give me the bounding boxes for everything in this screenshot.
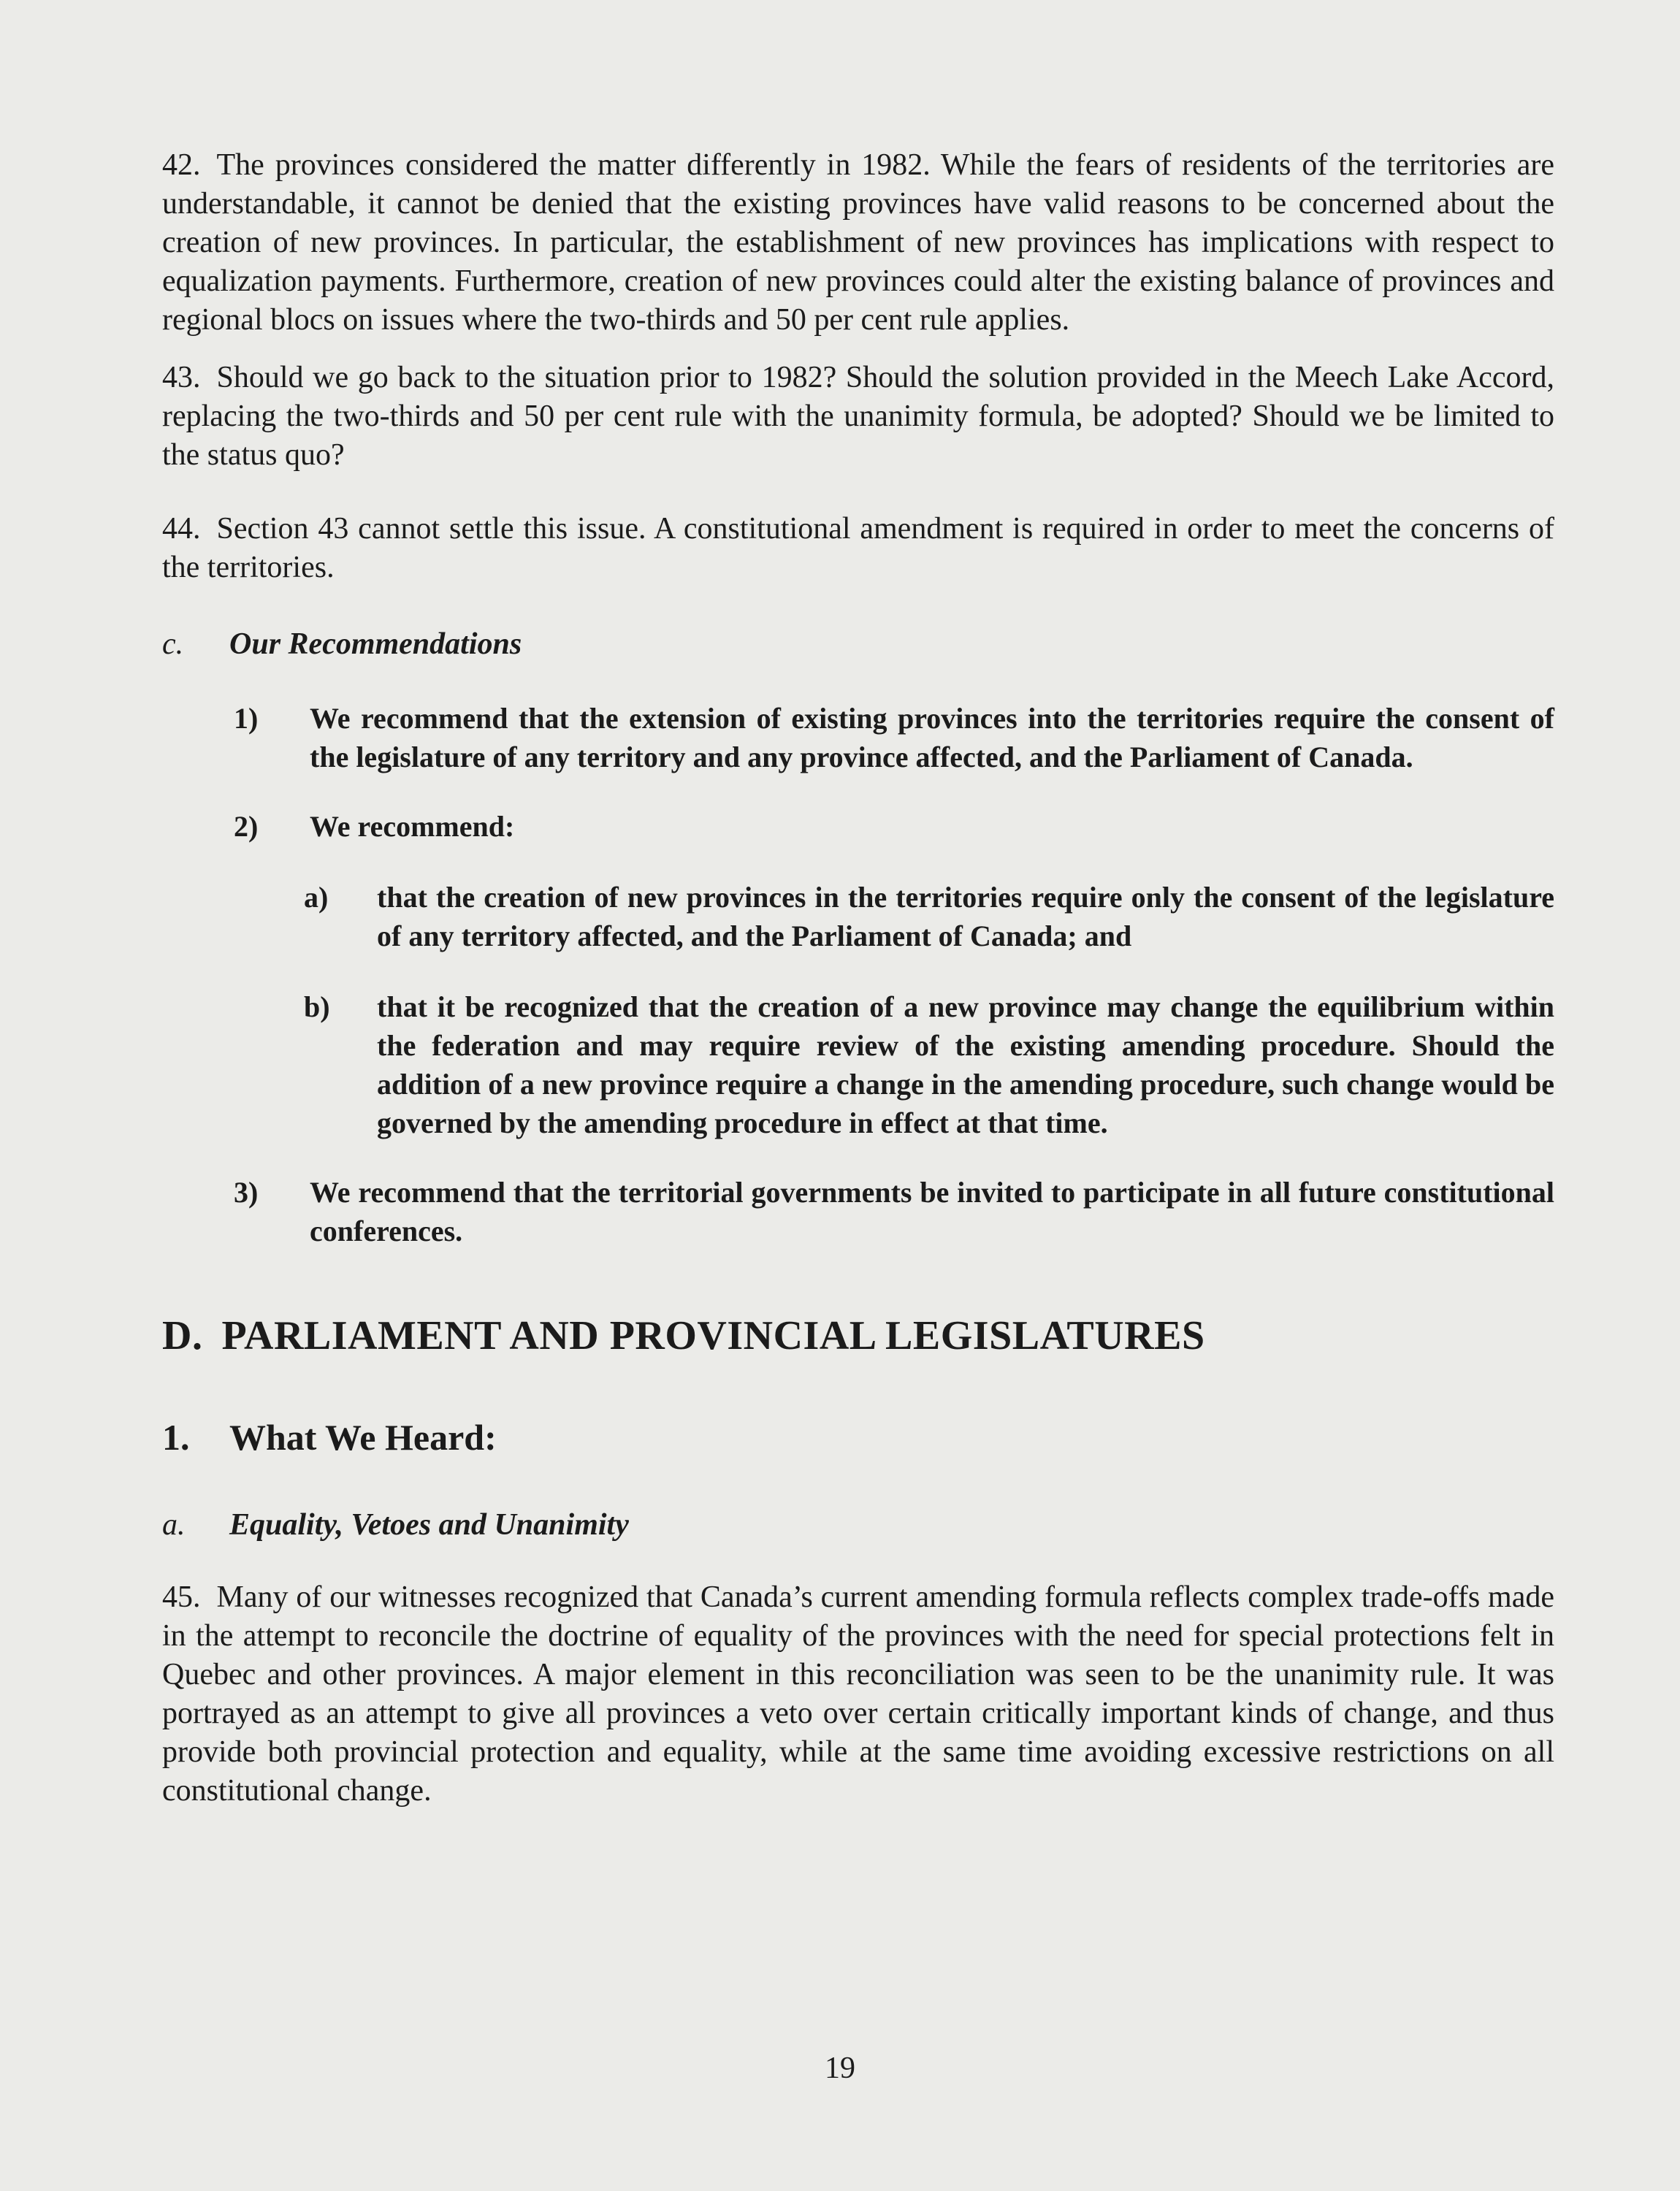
heading-title: Our Recommendations — [229, 627, 522, 661]
paragraph-text: Many of our witnesses recognized that Canada’s current amending formula reflects complex trade-offs made in the attempt to reconcile the doctrine of equality of the provinces with the need for special protections felt in Quebec and other provinces. A major element in this reconciliation was seen to be the unanimity rule. It was portrayed as an attempt to give all provinces a veto over certain critically important kinds of change, and thus provide both provincial protection and equality, while at the same time avoiding excessive restrictions on all constitutional change. — [162, 1580, 1554, 1808]
recommendation-number: 2) — [234, 810, 259, 843]
heading-letter: a. — [162, 1508, 186, 1542]
section-letter: D. — [162, 1313, 203, 1358]
recommendation-text: that it be recognized that the creation of a new province may change the equilibrium within the federation and may require review of the existing amending procedure. Should the addition of a new province require a change in the amending procedure, such change would be governed by the amending procedure in effect at that time. — [377, 990, 1554, 1139]
paragraph-number: 43. — [162, 361, 201, 394]
paragraph-number: 44. — [162, 512, 201, 546]
recommendation-text: We recommend that the extension of existing provinces into the territories require the consent of the legislature of any territory and any province affected, and the Parliament of Canada. — [310, 702, 1554, 773]
section-title: PARLIAMENT AND PROVINCIAL LEGISLATURES — [221, 1313, 1205, 1358]
paragraph-44 — [162, 510, 1554, 587]
paragraph-text: Section 43 cannot settle this issue. A constitutional amendment is required in order to meet the concerns of the territories. — [162, 512, 1554, 584]
recommendation-2a — [304, 878, 1554, 955]
recommendation-text: We recommend that the territorial governments be invited to participate in all future constitutional conferences. — [310, 1176, 1554, 1247]
paragraph-number: 42. — [162, 148, 201, 182]
page-content — [162, 146, 1554, 1810]
paragraph-42 — [162, 146, 1554, 340]
heading-number: 1. — [162, 1417, 190, 1458]
recommendations-heading — [162, 625, 1554, 664]
recommendation-2b — [304, 987, 1554, 1142]
paragraph-43 — [162, 359, 1554, 475]
heading-title: Equality, Vetoes and Unanimity — [229, 1508, 629, 1542]
paragraph-45 — [162, 1578, 1554, 1810]
section-d-heading — [162, 1310, 1554, 1361]
recommendation-2 — [234, 807, 1554, 846]
recommendation-1 — [234, 699, 1554, 776]
recommendation-text: We recommend: — [310, 810, 515, 843]
recommendation-text: that the creation of new provinces in the territories require only the consent of the legislature of any territory affected, and the Parliament of Canada; and — [377, 881, 1554, 952]
recommendation-number: 1) — [234, 702, 259, 735]
page-number: 19 — [825, 2052, 855, 2085]
paragraph-text: Should we go back to the situation prior to 1982? Should the solution provided in the Meech Lake Accord, replacing the two-thirds and 50 per cent rule with the unanimity formula, be adopted? Should we be limited to the status quo? — [162, 361, 1554, 472]
recommendation-number: a) — [304, 881, 329, 914]
heading-letter: c. — [162, 627, 184, 661]
heading-title: What We Heard: — [229, 1417, 497, 1458]
recommendation-number: 3) — [234, 1176, 259, 1209]
paragraph-number: 45. — [162, 1580, 201, 1614]
what-we-heard-heading — [162, 1414, 1554, 1461]
paragraph-text: The provinces considered the matter differently in 1982. While the fears of residents of the territories are understandable, it cannot be denied that the existing provinces have valid reasons to be concerned about the creation of new provinces. In particular, the establishment of new provinces has implications with respect to equalization payments. Furthermore, creation of new provinces could alter the existing balance of provinces and regional blocs on issues where the two-thirds and 50 per cent rule applies. — [162, 148, 1554, 337]
recommendation-number: b) — [304, 990, 330, 1023]
equality-vetoes-heading — [162, 1506, 1554, 1545]
recommendation-3 — [234, 1173, 1554, 1250]
